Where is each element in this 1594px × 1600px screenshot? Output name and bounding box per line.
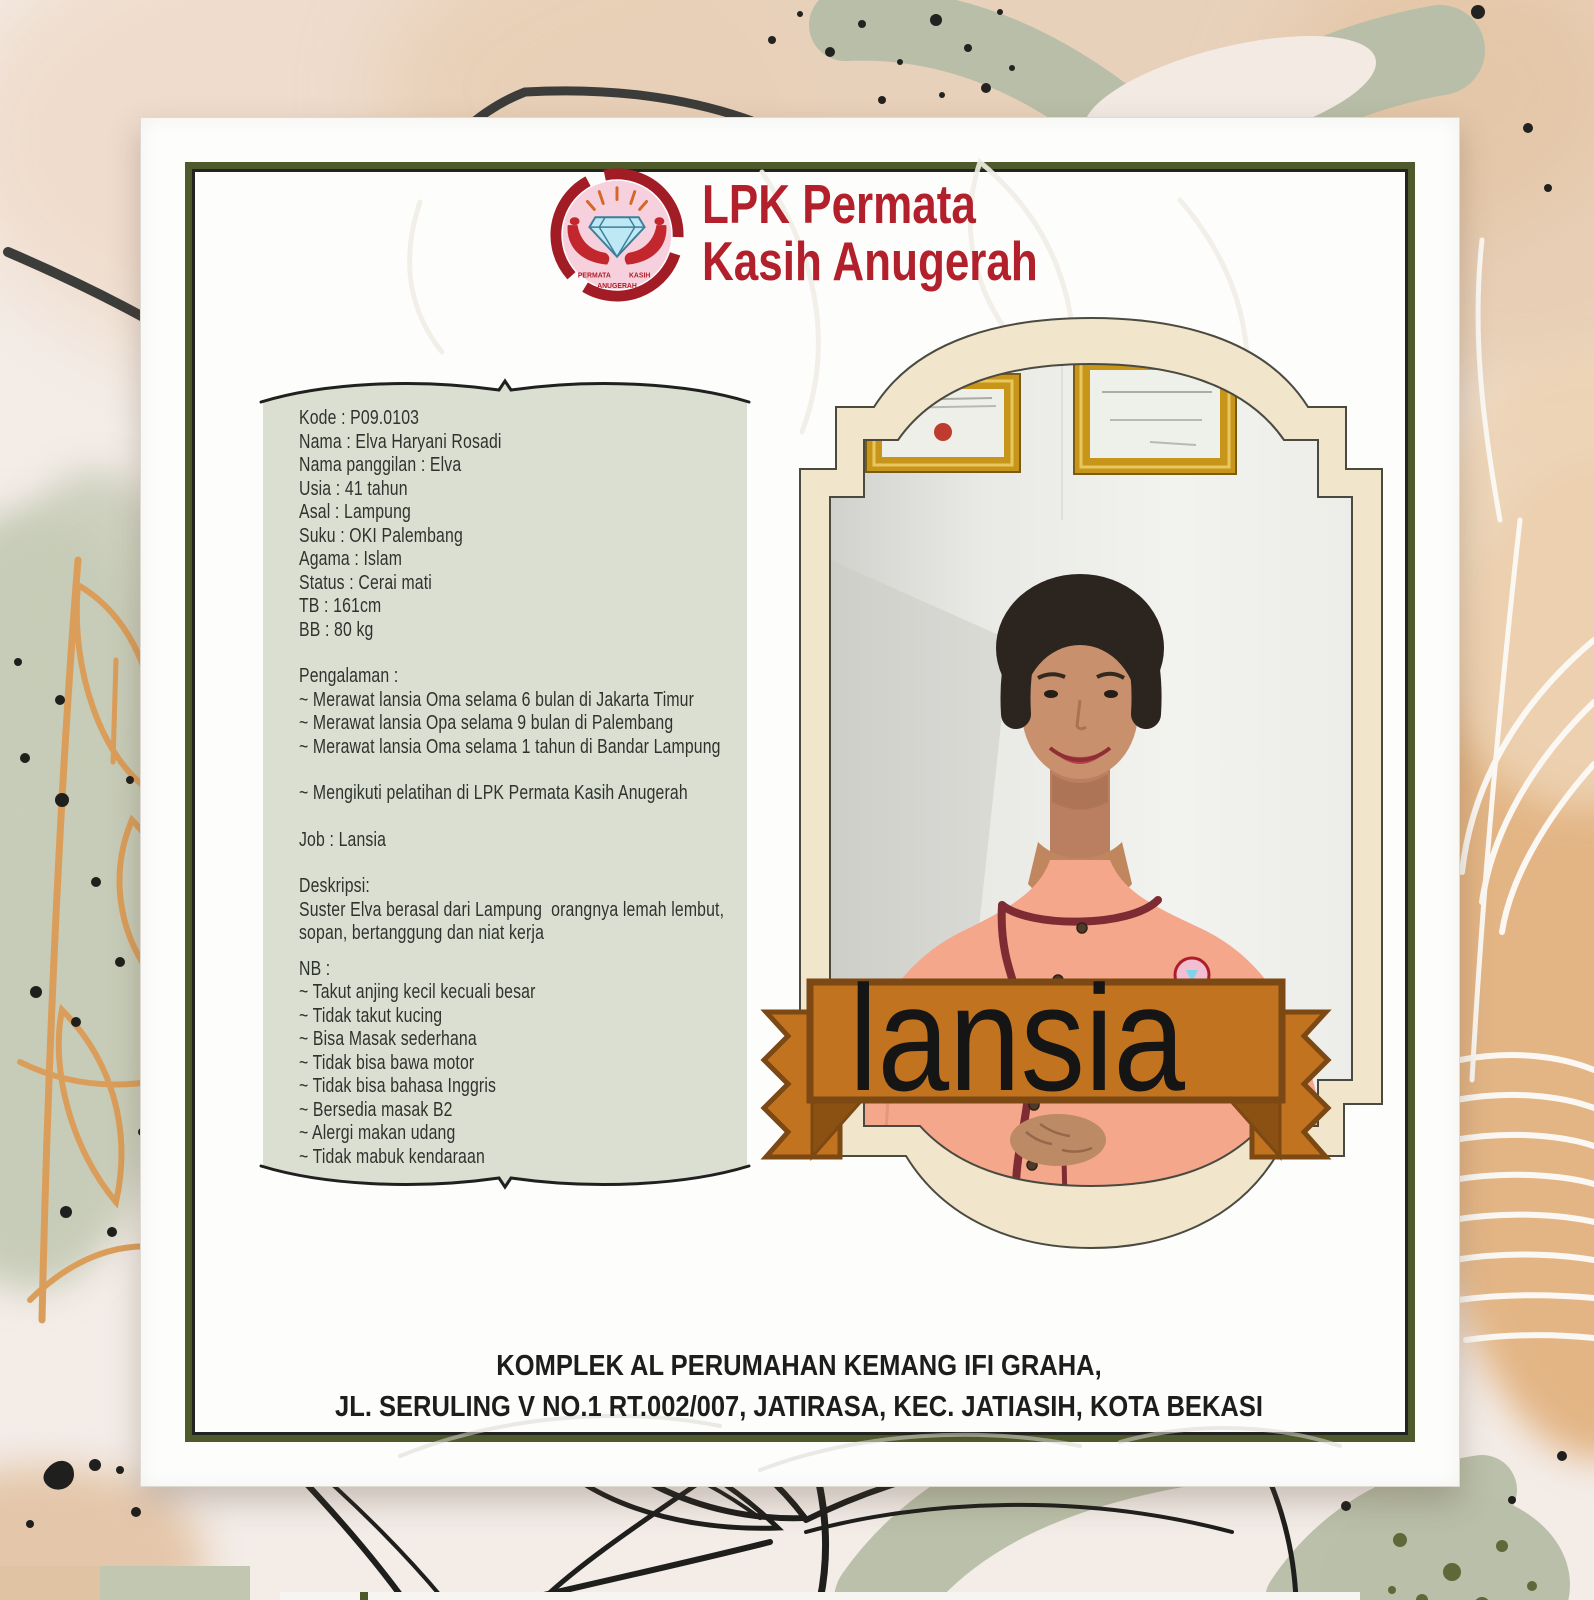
job-line: Job : Lansia [299, 828, 387, 851]
list-item: BB : 80 kg [299, 618, 374, 641]
list-item: Asal : Lampung [299, 501, 412, 523]
address-line-1: KOMPLEK AL PERUMAHAN KEMANG IFI GRAHA, [496, 1350, 1102, 1382]
training-line: ~ Mengikuti pelatihan di LPK Permata Kasih Anugerah [299, 782, 688, 804]
emblem-word-kasih: KASIH [628, 272, 651, 280]
list-item: Suku : OKI Palembang [299, 524, 463, 547]
list-item: sopan, bertanggung dan niat kerja [299, 922, 545, 944]
brand-title-line2: Kasih Anugerah [702, 230, 1038, 292]
deskripsi-heading: Deskripsi: [299, 875, 370, 897]
address-block [219, 1346, 1379, 1428]
list-item: Nama panggilan : Elva [299, 454, 462, 476]
list-item: TB : 161cm [299, 595, 382, 617]
list-item: ~ Bersedia masak B2 [299, 1098, 453, 1121]
emblem-word-anugerah: ANUGERAH [597, 283, 637, 291]
list-item: ~ Alergi makan udang [299, 1122, 456, 1144]
list-item: Suster Elva berasal dari Lampung orangnya lemah lembut, [299, 898, 725, 921]
list-item: Status : Cerai mati [299, 571, 432, 594]
list-item: Agama : Islam [299, 548, 403, 570]
ribbon-label: lansia [849, 954, 1186, 1122]
pengalaman-heading: Pengalaman : [299, 665, 399, 687]
list-item: ~ Bisa Masak sederhana [299, 1028, 477, 1050]
certificate-emblem-icon [934, 423, 952, 441]
list-item: ~ Tidak bisa bahasa Inggris [299, 1075, 497, 1097]
list-item: ~ Merawat lansia Oma selama 6 bulan di Jakarta Timur [299, 688, 695, 711]
list-item: ~ Tidak mabuk kendaraan [299, 1145, 485, 1168]
nb-heading: NB : [299, 957, 331, 980]
list-item: ~ Takut anjing kecil kecuali besar [299, 981, 536, 1003]
list-item: ~ Merawat lansia Opa selama 9 bulan di Palembang [299, 712, 674, 734]
emblem-word-permata: PERMATA [577, 272, 611, 280]
list-item: Kode : P09.0103 [299, 407, 420, 429]
list-item: Nama : Elva Haryani Rosadi [299, 430, 502, 453]
list-item: ~ Tidak bisa bawa motor [299, 1051, 475, 1074]
list-item: ~ Tidak takut kucing [299, 1004, 443, 1027]
brand-title-line1: LPK Permata [702, 173, 976, 235]
list-item: Usia : 41 tahun [299, 477, 408, 500]
address-line-2: JL. SERULING V NO.1 RT.002/007, JATIRASA, KEC. JATIASIH, KOTA BEKASI [335, 1391, 1263, 1423]
list-item: ~ Merawat lansia Oma selama 1 tahun di Bandar Lampung [299, 735, 721, 758]
